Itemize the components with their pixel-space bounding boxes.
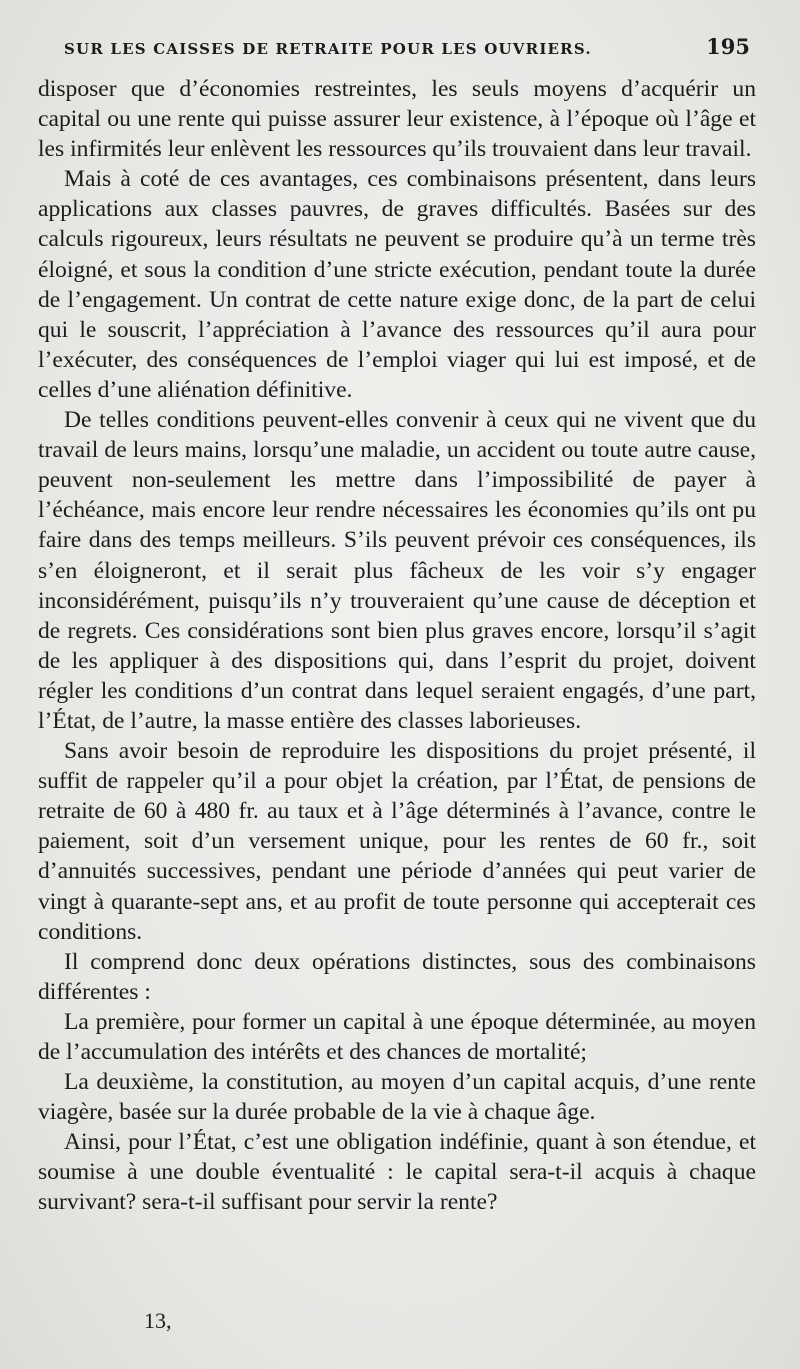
paragraph: Ainsi, pour l’État, c’est une obligation indéfinie, quant à son étendue, et soumise à une double éventualité : le capital sera-t-il acquis à chaque survivant? sera-t-il suffisant pour servir la rente? — [38, 1129, 756, 1216]
paragraph: Mais à coté de ces avantages, ces combinaisons présentent, dans leurs applications aux classes pauvres, de graves difficultés. Basées sur des calculs rigoureux, leurs résultats ne peuvent se produire qu’à un terme très éloigné, et sous la condition d’une stricte exécution, pendant toute la durée de l’engagement. Un contrat de cette nature exige donc, de la part de celui qui le souscrit, l’appréciation à l’avance des ressources qu’il aura pour l’exécuter, des conséquences de l’emploi viager qui lui est imposé, et de celles d’une aliénation définitive. — [38, 166, 756, 403]
body-text — [38, 74, 756, 1218]
paragraph: Il comprend donc deux opérations distinctes, sous des combinaisons différentes : — [38, 948, 756, 1005]
page-number: 195 — [706, 34, 750, 59]
signature-mark: 13, — [144, 1308, 172, 1333]
running-title: SUR LES CAISSES DE RETRAITE POUR LES OUVRIERS. — [64, 40, 592, 58]
page-header — [64, 34, 750, 59]
paragraph: La première, pour former un capital à une époque déterminée, au moyen de l’accumulation des intérêts et des chances de mortalité; — [38, 1008, 756, 1065]
paragraph: disposer que d’économies restreintes, les seuls moyens d’acquérir un capital ou une rente qui puisse assurer leur existence, à l’époque où l’âge et les infirmités leur enlèvent les ressources qu’ils trouvaient dans leur travail. — [38, 76, 756, 163]
paragraph: De telles conditions peuvent-elles convenir à ceux qui ne vivent que du travail de leurs mains, lorsqu’une maladie, un accident ou toute autre cause, peuvent non-seulement les mettre dans l’impossibilité de payer à l’échéance, mais encore leur rendre nécessaires les économies qu’ils ont pu faire dans des temps meilleurs. S’ils peuvent prévoir ces conséquences, ils s’en éloigneront, et il serait plus fâcheux de les voir s’y engager inconsidérément, puisqu’ils n’y trouveraient qu’une cause de déception et de regrets. Ces considérations sont bien plus graves encore, lorsqu’il s’agit de les appliquer à des dispositions qui, dans l’esprit du projet, doivent régler les conditions d’un contrat dans lequel seraient engagés, d’une part, l’État, de l’autre, la masse entière des classes laborieuses. — [38, 407, 756, 734]
paragraph: Sans avoir besoin de reproduire les dispositions du projet présenté, il suffit de rappeler qu’il a pour objet la création, par l’État, de pensions de retraite de 60 à 480 fr. au taux et à l’âge déterminés à l’avance, contre le paiement, soit d’un versement unique, pour les rentes de 60 fr., soit d’annuités successives, pendant une période d’années qui peut varier de vingt à quarante-sept ans, et au profit de toute personne qui accepterait ces conditions. — [38, 738, 756, 945]
paragraph: La deuxième, la constitution, au moyen d’un capital acquis, d’une rente viagère, basée sur la durée probable de la vie à chaque âge. — [38, 1069, 756, 1126]
